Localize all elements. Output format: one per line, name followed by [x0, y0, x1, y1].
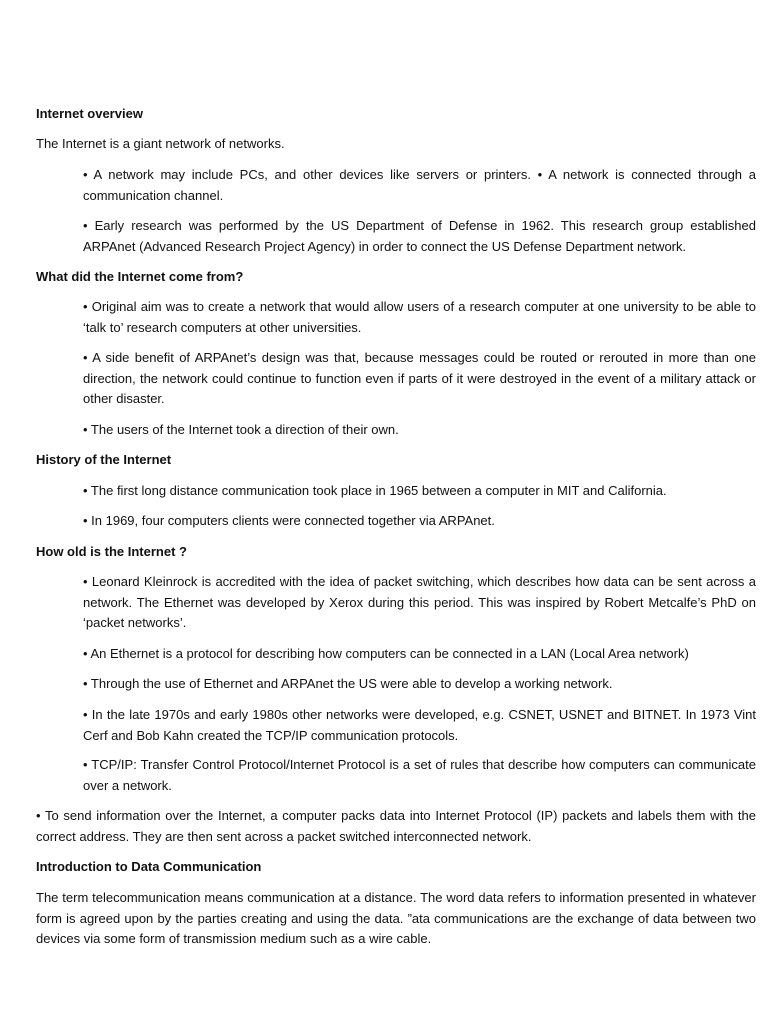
bullet-item: • A network may include PCs, and other devices like servers or printers. • A network is connected through a communication channel.	[83, 167, 756, 203]
heading-internet-age: How old is the Internet ?	[36, 544, 187, 559]
bullet-item: • Leonard Kleinrock is accredited with the idea of packet switching, which describes how data can be sent across a network. The Ethernet was developed by Xerox during this period. This was inspired by Robert Metcalfe’s PhD on ‘packet networks’.	[83, 574, 756, 630]
heading-internet-origin: What did the Internet come from?	[36, 269, 244, 284]
data-communication-paragraph: The term telecommunication means communication at a distance. The word data refers to information presented in whatever form is agreed upon by the parties creating and using the data. ”ata communications are the exchange of data between two devices via some form of transmission medium such as a wire cable.	[36, 890, 756, 946]
bullet-item: • Through the use of Ethernet and ARPAnet the US were able to develop a working network.	[83, 676, 613, 691]
bullet-item: • Early research was performed by the US Department of Defense in 1962. This research group established ARPAnet (Advanced Research Project Agency) in order to connect the US Defense Department network.	[83, 218, 756, 254]
heading-data-communication: Introduction to Data Communication	[36, 859, 262, 874]
bullet-item: • A side benefit of ARPAnet’s design was that, because messages could be routed or rerouted in more than one direction, the network could continue to function even if parts of it were destroyed in the event of a military attack or other disaster.	[83, 350, 756, 406]
intro-paragraph: The Internet is a giant network of networks.	[36, 136, 285, 151]
bullet-item: • TCP/IP: Transfer Control Protocol/Internet Protocol is a set of rules that describe how computers can communicate over a network.	[83, 757, 756, 793]
bullet-item: • The first long distance communication took place in 1965 between a computer in MIT and California.	[83, 483, 667, 498]
packet-paragraph: • To send information over the Internet, a computer packs data into Internet Protocol (IP) packets and labels them with the correct address. They are then sent across a packet switched interconnected network.	[36, 808, 756, 844]
bullet-item: • The users of the Internet took a direction of their own.	[83, 422, 399, 437]
bullet-item: • An Ethernet is a protocol for describing how computers can be connected in a LAN (Local Area network)	[83, 646, 689, 661]
bullet-item: • In the late 1970s and early 1980s other networks were developed, e.g. CSNET, USNET and BITNET. In 1973 Vint Cerf and Bob Kahn created the TCP/IP communication protocols.	[83, 707, 756, 743]
bullet-item: • In 1969, four computers clients were connected together via ARPAnet.	[83, 513, 495, 528]
heading-internet-overview: Internet overview	[36, 106, 143, 121]
bullet-item: • Original aim was to create a network that would allow users of a research computer at one university to be able to ‘talk to’ research computers at other universities.	[83, 299, 756, 335]
heading-history: History of the Internet	[36, 452, 172, 467]
